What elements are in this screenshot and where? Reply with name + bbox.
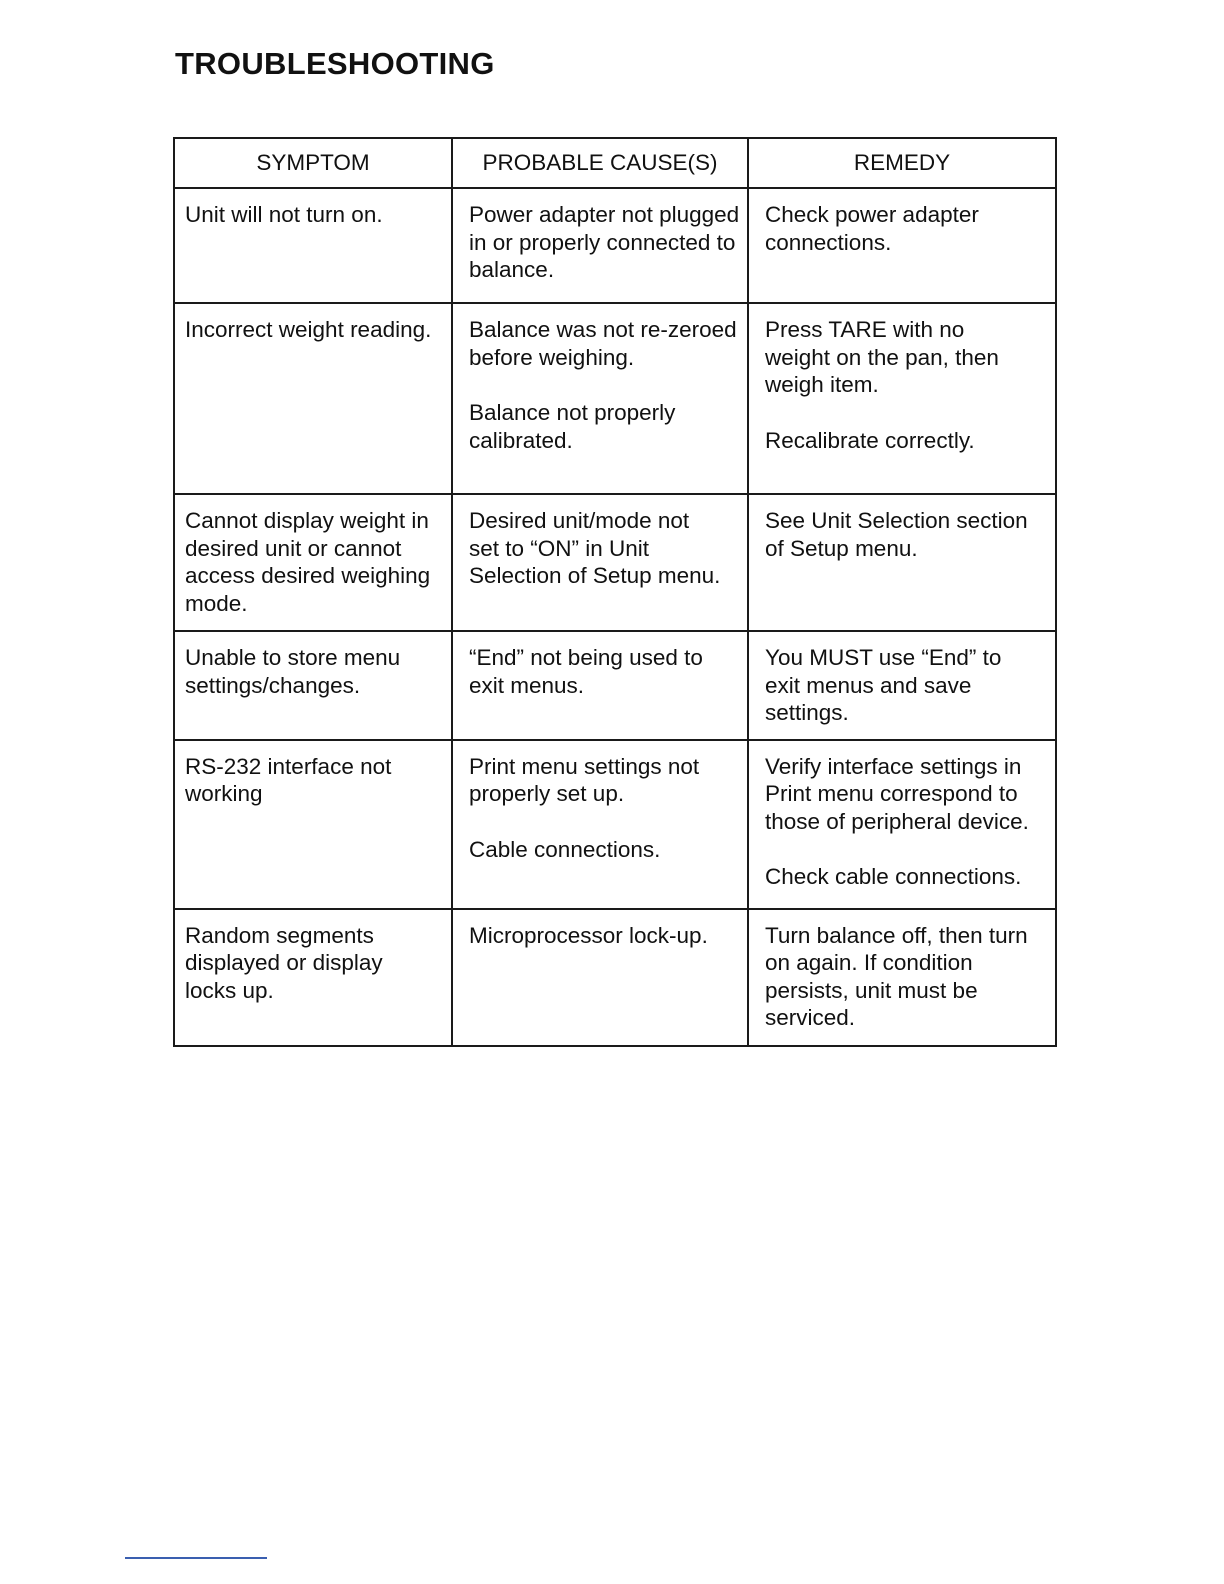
- table-row: [174, 909, 1056, 1046]
- symptom-text: Unit will not turn on.: [185, 202, 383, 227]
- remedy-text: See Unit Selection section of Setup menu.: [765, 508, 1028, 561]
- probable-cause-cell: [452, 494, 748, 631]
- cause-text: Balance was not re-zeroed before weighing.: [469, 317, 737, 370]
- remedy-cell: [748, 740, 1056, 909]
- header-row: [174, 138, 1056, 188]
- table-row: [174, 188, 1056, 303]
- cause-text: Cable connections.: [469, 836, 661, 862]
- remedy-text: You MUST use “End” to exit menus and save settings.: [765, 645, 1002, 725]
- symptom-cell: [174, 188, 452, 303]
- probable-cause-cell: [452, 631, 748, 740]
- remedy-cell: [748, 494, 1056, 631]
- remedy-cell: [748, 188, 1056, 303]
- symptom-text: RS-232 interface not working: [185, 753, 392, 806]
- table-body: [174, 188, 1056, 1046]
- symptom-cell: [174, 303, 452, 494]
- symptom-text: Random segments displayed or display locks up.: [185, 922, 383, 1003]
- header-probable-causes: PROBABLE CAUSE(S): [452, 138, 748, 188]
- troubleshooting-table: [173, 137, 1057, 1047]
- symptom-text: Cannot display weight in desired unit or cannot access desired weighing mode.: [185, 508, 431, 616]
- header-remedy: REMEDY: [748, 138, 1056, 188]
- remedy-text: Recalibrate correctly.: [765, 427, 975, 453]
- probable-cause-cell: [452, 188, 748, 303]
- symptom-cell: [174, 740, 452, 909]
- cause-text: Microprocessor lock-up.: [469, 922, 708, 948]
- symptom-cell: [174, 631, 452, 740]
- table-row: [174, 494, 1056, 631]
- remedy-cell: [748, 631, 1056, 740]
- header-symptom: SYMPTOM: [174, 138, 452, 188]
- page-title: TROUBLESHOOTING: [175, 46, 495, 81]
- remedy-text: Turn balance off, then turn on again. If condition persists, unit must be serviced.: [765, 922, 1028, 1030]
- probable-cause-cell: [452, 303, 748, 494]
- remedy-cell: [748, 303, 1056, 494]
- symptom-cell: [174, 494, 452, 631]
- cause-text: Desired unit/mode not set to “ON” in Unit Selection of Setup menu.: [469, 508, 721, 588]
- remedy-text: Verify interface settings in Print menu correspond to those of peripheral device.: [765, 753, 1029, 834]
- table-row: [174, 740, 1056, 909]
- remedy-text: Check cable connections.: [765, 864, 1022, 889]
- symptom-text: Incorrect weight reading.: [185, 317, 432, 342]
- cause-text: “End” not being used to exit menus.: [469, 645, 703, 698]
- cause-text: Power adapter not plugged in or properly connected to balance.: [469, 202, 740, 282]
- cause-text: Print menu settings not properly set up.: [469, 753, 700, 806]
- remedy-text: Press TARE with no weight on the pan, then weigh item.: [765, 317, 999, 397]
- footer-rule: [125, 1557, 267, 1559]
- symptom-text: Unable to store menu settings/changes.: [185, 645, 401, 698]
- table-row: [174, 631, 1056, 740]
- remedy-cell: [748, 909, 1056, 1046]
- table-row: [174, 303, 1056, 494]
- symptom-cell: [174, 909, 452, 1046]
- remedy-text: Check power adapter connections.: [765, 202, 979, 255]
- probable-cause-cell: [452, 909, 748, 1046]
- probable-cause-cell: [452, 740, 748, 909]
- cause-text: Balance not properly calibrated.: [469, 400, 676, 453]
